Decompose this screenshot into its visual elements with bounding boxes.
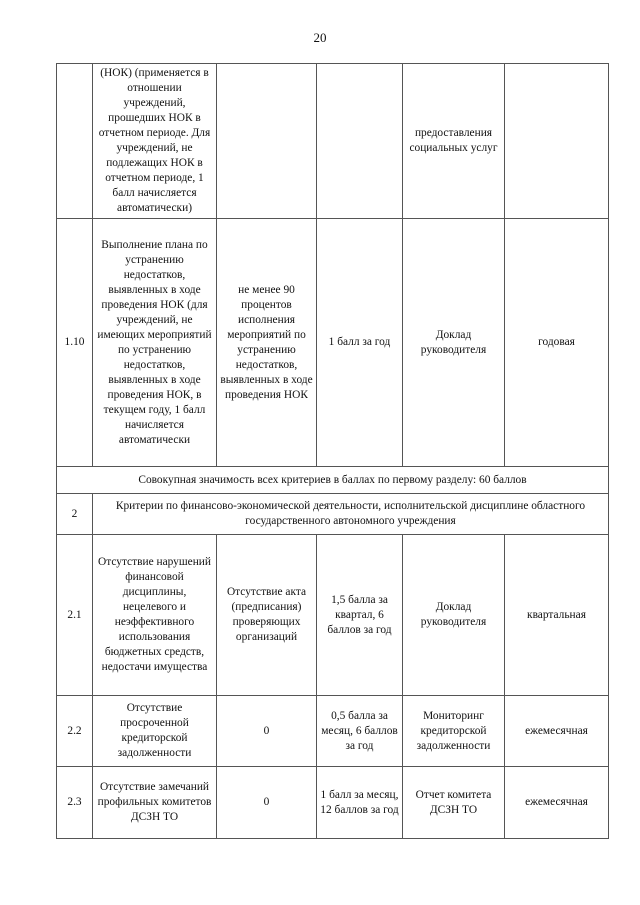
- cell-criterion: Отсутствие просроченной кредиторской задолженности: [93, 696, 217, 767]
- table-row: [57, 767, 609, 839]
- section-summary: Совокупная значимость всех критериев в баллах по первому разделу: 60 баллов: [57, 467, 609, 494]
- cell-periodicity: ежемесячная: [505, 696, 609, 767]
- cell-score: 1,5 балла за квартал, 6 баллов за год: [317, 535, 403, 696]
- cell-score: 1 балл за год: [317, 219, 403, 467]
- cell-source: Доклад руководителя: [403, 219, 505, 467]
- cell-indicator: Отсутствие акта (предписания) проверяющих организаций: [217, 535, 317, 696]
- table-row: [57, 696, 609, 767]
- cell-criterion: Отсутствие замечаний профильных комитетов ДСЗН ТО: [93, 767, 217, 839]
- cell-indicator: 0: [217, 696, 317, 767]
- cell-score: 0,5 балла за месяц, 6 баллов за год: [317, 696, 403, 767]
- cell-number: 2.3: [57, 767, 93, 839]
- cell-number: 2.1: [57, 535, 93, 696]
- table-row: [57, 64, 609, 219]
- page-number: 20: [313, 30, 327, 45]
- cell-number: 1.10: [57, 219, 93, 467]
- cell-periodicity: квартальная: [505, 535, 609, 696]
- cell-source: Доклад руководителя: [403, 535, 505, 696]
- criteria-table: [56, 63, 609, 839]
- cell-score: 1 балл за месяц, 12 баллов за год: [317, 767, 403, 839]
- cell-source: Мониторинг кредиторской задолженности: [403, 696, 505, 767]
- section-title: Критерии по финансово-экономической деятельности, исполнительской дисциплине областного государственного автономного учреждения: [93, 494, 609, 535]
- cell-number: 2.2: [57, 696, 93, 767]
- cell-criterion: Отсутствие нарушений финансовой дисциплины, нецелевого и неэффективного использования бюджетных средств, недостачи имущества: [93, 535, 217, 696]
- cell-criterion: (НОК) (применяется в отношении учреждений, прошедших НОК в отчетном периоде. Для учреждений, не подлежащих НОК в отчетном периоде, 1 балл начисляется автоматически): [93, 64, 217, 219]
- table-row: [57, 535, 609, 696]
- cell-indicator: не менее 90 процентов исполнения мероприятий по устранению недостатков, выявленных в ходе проведения НОК: [217, 219, 317, 467]
- cell-number: [57, 64, 93, 219]
- cell-periodicity: [505, 64, 609, 219]
- cell-periodicity: годовая: [505, 219, 609, 467]
- summary-row: [57, 467, 609, 494]
- cell-source: предоставления социальных услуг: [403, 64, 505, 219]
- table-row: [57, 219, 609, 467]
- cell-periodicity: ежемесячная: [505, 767, 609, 839]
- cell-indicator: [217, 64, 317, 219]
- cell-indicator: 0: [217, 767, 317, 839]
- cell-number: 2: [57, 494, 93, 535]
- cell-score: [317, 64, 403, 219]
- section-header-row: [57, 494, 609, 535]
- cell-criterion: Выполнение плана по устранению недостатков, выявленных в ходе проведения НОК (для учреждений, не имеющих мероприятий по устранению недостатков, выявленных в ходе проведения НОК, в текущем году, 1 балл начисляется автоматически: [93, 219, 217, 467]
- cell-source: Отчет комитета ДСЗН ТО: [403, 767, 505, 839]
